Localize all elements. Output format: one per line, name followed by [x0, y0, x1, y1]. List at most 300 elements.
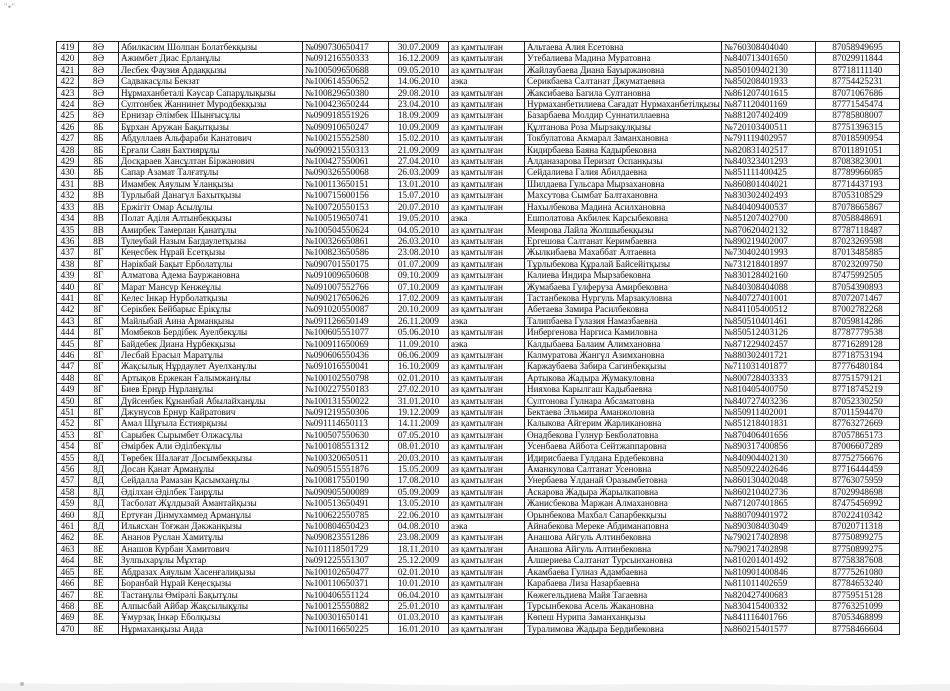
phone-cell: 87475456992 [816, 498, 900, 509]
social-status-cell: аз қамтылған [449, 441, 525, 452]
table-row [57, 464, 900, 475]
parent-iin-cell: №791119402957 [722, 133, 816, 144]
social-status-cell: аз қамтылған [449, 464, 525, 475]
social-status-cell: аз қамтылған [449, 235, 525, 246]
birth-certificate-cell: №100116650225 [303, 623, 389, 634]
phone-cell: 87023269598 [816, 235, 900, 246]
student-name-cell: Ажимбет Диас Ерланұлы [119, 53, 303, 64]
parent-iin-cell: №841105400512 [722, 304, 816, 315]
birth-date-cell: 22.06.2010 [389, 509, 449, 520]
birth-date-cell: 17.08.2010 [389, 475, 449, 486]
birth-date-cell: 20.03.2010 [389, 452, 449, 463]
table-row [57, 338, 900, 349]
parent-iin-cell: №811011402659 [722, 578, 816, 589]
table-row [57, 64, 900, 75]
birth-date-cell: 13.01.2010 [389, 178, 449, 189]
social-status-cell: аз қамтылған [449, 121, 525, 132]
student-name-cell: Зулпыхарұлы Мұхтар [119, 555, 303, 566]
birth-date-cell: 08.01.2010 [389, 441, 449, 452]
student-name-cell: Анашов Курбан Хамитович [119, 543, 303, 554]
birth-date-cell: 10.09.2009 [389, 121, 449, 132]
student-name-cell: Момбеков Бердібек Ауелбекұлы [119, 327, 303, 338]
parent-iin-cell: №851111400425 [722, 167, 816, 178]
class-cell: 8Д [79, 464, 119, 475]
class-cell: 8Г [79, 349, 119, 360]
class-cell: 8Г [79, 418, 119, 429]
student-name-cell: Нұрмаханбеталі Кәусар Сапарұлықызы [119, 87, 303, 98]
student-name-cell: Жақсылық Нұрдаулет Ауелханұлы [119, 361, 303, 372]
parent-iin-cell: №810201401492 [722, 555, 816, 566]
parent-name-cell: Тұрлыбекова Құралай Байсейітқызы [525, 258, 722, 269]
class-cell: 8Д [79, 486, 119, 497]
student-name-cell: Әмірбек Али Әділбекұлы [119, 441, 303, 452]
phone-cell: 87759515128 [816, 589, 900, 600]
parent-name-cell: Жылкибаева Махаббат Алтаевна [525, 247, 722, 258]
birth-date-cell: 20.07.2010 [389, 201, 449, 212]
table-row [57, 475, 900, 486]
class-cell: 8Б [79, 121, 119, 132]
class-cell: 8Е [79, 566, 119, 577]
birth-certificate-cell: №100817550190 [303, 475, 389, 486]
class-cell: 8Г [79, 372, 119, 383]
social-status-cell: аз қамтылған [449, 452, 525, 463]
parent-iin-cell: №850512403126 [722, 327, 816, 338]
birth-date-cell: 26.03.2009 [389, 167, 449, 178]
class-cell: 8Е [79, 578, 119, 589]
student-name-cell: Джунусов Ернур Кайратович [119, 407, 303, 418]
phone-cell: 87763075959 [816, 475, 900, 486]
parent-name-cell: Ергешова Салтанат Керимбаевна [525, 235, 722, 246]
row-number-cell: 436 [57, 235, 79, 246]
class-cell: 8В [79, 213, 119, 224]
phone-cell: 87029911844 [816, 53, 900, 64]
parent-name-cell: Абетаева Замира Расилбековна [525, 304, 722, 315]
social-status-cell: аз қамтылған [449, 372, 525, 383]
birth-certificate-cell: №100423650244 [303, 99, 389, 110]
student-name-cell: Лесбек Фаузия Ардаққызы [119, 64, 303, 75]
parent-iin-cell: №871207401865 [722, 498, 816, 509]
parent-iin-cell: №850922402646 [722, 464, 816, 475]
student-name-cell: Нұрмаханқызы Аида [119, 623, 303, 634]
phone-cell: 87754425231 [816, 76, 900, 87]
social-status-cell: аз қамтылған [449, 384, 525, 395]
birth-date-cell: 23.08.2010 [389, 247, 449, 258]
table-row [57, 304, 900, 315]
birth-date-cell: 27.04.2010 [389, 156, 449, 167]
class-cell: 8В [79, 235, 119, 246]
table-row [57, 315, 900, 326]
birth-date-cell: 31.01.2010 [389, 395, 449, 406]
table-row [57, 395, 900, 406]
row-number-cell: 446 [57, 349, 79, 360]
birth-certificate-cell: №091216550333 [303, 53, 389, 64]
student-name-cell: Султонбек Жаннинет Муродбекқызы [119, 99, 303, 110]
student-name-cell: Төребек Шалағат Досымбекқызы [119, 452, 303, 463]
scan-corner-mark: "٭" [4, 2, 15, 11]
row-number-cell: 461 [57, 521, 79, 532]
parent-name-cell: Анашова Айгуль Алтинбековна [525, 543, 722, 554]
parent-name-cell: Жаксибаева Багила Султановна [525, 87, 722, 98]
class-cell: 8Г [79, 247, 119, 258]
row-number-cell: 420 [57, 53, 79, 64]
register-rows [57, 42, 900, 635]
birth-date-cell: 14.11.2009 [389, 418, 449, 429]
parent-name-cell: Идирисбаева Гулдана Ердебековна [525, 452, 722, 463]
class-cell: 8Д [79, 475, 119, 486]
birth-date-cell: 26.03.2010 [389, 235, 449, 246]
row-number-cell: 423 [57, 87, 79, 98]
student-name-cell: Тулеубай Назым Багдаулетқызы [119, 235, 303, 246]
parent-iin-cell: №820427400683 [722, 589, 816, 600]
parent-iin-cell: №860130402048 [722, 475, 816, 486]
class-cell: 8Г [79, 327, 119, 338]
row-number-cell: 466 [57, 578, 79, 589]
table-row [57, 384, 900, 395]
birth-date-cell: 05.06.2010 [389, 327, 449, 338]
table-row [57, 87, 900, 98]
birth-date-cell: 04.05.2010 [389, 224, 449, 235]
parent-iin-cell: №840727401001 [722, 292, 816, 303]
birth-certificate-cell: №100829650380 [303, 87, 389, 98]
birth-date-cell: 07.10.2009 [389, 281, 449, 292]
student-name-cell: Абдразах Аяулым Хасенғалиқызы [119, 566, 303, 577]
student-name-cell: Бұрхан Аружан Бақытқызы [119, 121, 303, 132]
parent-name-cell: Калдыбаева Балаим Алимхановна [525, 338, 722, 349]
parent-iin-cell: №820831402517 [722, 144, 816, 155]
phone-cell: 87758387608 [816, 555, 900, 566]
phone-cell: 87771545474 [816, 99, 900, 110]
birth-certificate-cell: №090606550436 [303, 349, 389, 360]
student-name-cell: Биев Ернұр Нұрланұлы [119, 384, 303, 395]
parent-name-cell: Альтаева Алия Есетовна [525, 42, 722, 53]
birth-date-cell: 21.09.2009 [389, 144, 449, 155]
birth-date-cell: 01.07.2009 [389, 258, 449, 269]
social-status-cell: аз қамтылған [449, 64, 525, 75]
birth-certificate-cell: №090730650417 [303, 42, 389, 53]
table-row [57, 555, 900, 566]
social-status-cell: аз қамтылған [449, 201, 525, 212]
phone-cell: 87059814286 [816, 315, 900, 326]
student-name-cell: Ернизар Әлімбек Шынғысұлы [119, 110, 303, 121]
student-name-cell: Ұмурзақ Інкәр Еболқызы [119, 612, 303, 623]
student-name-cell: Боранбай Нұрай Кеңесқызы [119, 578, 303, 589]
class-cell: 8Е [79, 612, 119, 623]
social-status-cell: аз қамтылған [449, 304, 525, 315]
row-number-cell: 431 [57, 178, 79, 189]
social-status-cell: аз қамтылған [449, 395, 525, 406]
birth-date-cell: 25.01.2010 [389, 600, 449, 611]
phone-cell: 87475992505 [816, 270, 900, 281]
phone-cell: 87750899275 [816, 532, 900, 543]
table-row [57, 213, 900, 224]
birth-date-cell: 19.12.2009 [389, 407, 449, 418]
row-number-cell: 440 [57, 281, 79, 292]
social-status-cell: аз қамтылған [449, 87, 525, 98]
table-row [57, 281, 900, 292]
table-row [57, 521, 900, 532]
social-status-cell: аз қамтылған [449, 407, 525, 418]
parent-name-cell: Нияхова Карылгаш Кадыбаевна [525, 384, 722, 395]
social-status-cell: аз қамтылған [449, 190, 525, 201]
birth-certificate-cell: №100509650688 [303, 64, 389, 75]
student-name-cell: Лесбай Ерасыл Маратұлы [119, 349, 303, 360]
row-number-cell: 463 [57, 543, 79, 554]
phone-cell: 87787118487 [816, 224, 900, 235]
birth-date-cell: 20.10.2009 [389, 304, 449, 315]
class-cell: 8В [79, 224, 119, 235]
social-status-cell: аз қамтылған [449, 612, 525, 623]
birth-certificate-cell: №090905500089 [303, 486, 389, 497]
parent-iin-cell: №840713401650 [722, 53, 816, 64]
parent-iin-cell: №840409400537 [722, 201, 816, 212]
parent-iin-cell: №890317400856 [722, 441, 816, 452]
row-number-cell: 424 [57, 99, 79, 110]
phone-cell: 87714437193 [816, 178, 900, 189]
row-number-cell: 439 [57, 270, 79, 281]
phone-cell: 87053468899 [816, 612, 900, 623]
birth-certificate-cell: №100911650069 [303, 338, 389, 349]
birth-date-cell: 18.09.2009 [389, 110, 449, 121]
table-row [57, 486, 900, 497]
row-number-cell: 459 [57, 498, 79, 509]
birth-certificate-cell: №100427550061 [303, 156, 389, 167]
birth-certificate-cell: №090515551876 [303, 464, 389, 475]
parent-name-cell: Серикбаева Салтанат Джуматаевна [525, 76, 722, 87]
birth-certificate-cell: №100102650477 [303, 566, 389, 577]
parent-iin-cell: №870620402132 [722, 224, 816, 235]
parent-name-cell: Турсынбекова Асель Жакановна [525, 600, 722, 611]
social-status-cell: аз қамтылған [449, 361, 525, 372]
class-cell: 8Ә [79, 42, 119, 53]
table-row [57, 452, 900, 463]
table-row [57, 42, 900, 53]
parent-name-cell: Артыкова Жадыра Жумакуловна [525, 372, 722, 383]
row-number-cell: 441 [57, 292, 79, 303]
row-number-cell: 457 [57, 475, 79, 486]
table-row [57, 349, 900, 360]
phone-cell: 87078665867 [816, 201, 900, 212]
row-number-cell: 458 [57, 486, 79, 497]
parent-name-cell: Көжегельдиева Майя Тагаевна [525, 589, 722, 600]
parent-iin-cell: №860801404021 [722, 178, 816, 189]
birth-date-cell: 30.07.2009 [389, 42, 449, 53]
social-status-cell: аэка [449, 521, 525, 532]
row-number-cell: 438 [57, 258, 79, 269]
parent-name-cell: Нурмаханбетилиева Сағадат Нурмаханбетілқызы [525, 99, 722, 110]
parent-iin-cell: №711031401877 [722, 361, 816, 372]
row-number-cell: 444 [57, 327, 79, 338]
class-cell: 8Г [79, 270, 119, 281]
birth-certificate-cell: №090910650247 [303, 121, 389, 132]
class-cell: 8Е [79, 623, 119, 634]
table-row [57, 190, 900, 201]
birth-certificate-cell: №100804650423 [303, 521, 389, 532]
phone-cell: 87763272669 [816, 418, 900, 429]
parent-iin-cell: №850510401461 [722, 315, 816, 326]
table-row [57, 178, 900, 189]
birth-certificate-cell: №100513650491 [303, 498, 389, 509]
table-row [57, 418, 900, 429]
parent-iin-cell: №861207401615 [722, 87, 816, 98]
class-cell: 8Д [79, 521, 119, 532]
parent-name-cell: Жайлаубаева Диана Бауыржановна [525, 64, 722, 75]
class-cell: 8Г [79, 304, 119, 315]
phone-cell: 87716444459 [816, 464, 900, 475]
parent-name-cell: Махсутова Сымбат Балтахановна [525, 190, 722, 201]
student-name-cell: Полат Аділя Алтынбекқызы [119, 213, 303, 224]
phone-cell: 87775261080 [816, 566, 900, 577]
row-number-cell: 460 [57, 509, 79, 520]
parent-iin-cell: №830302402493 [722, 190, 816, 201]
class-cell: 8Б [79, 156, 119, 167]
social-status-cell: аз қамтылған [449, 543, 525, 554]
parent-iin-cell: №790217402898 [722, 543, 816, 554]
phone-cell: 87789966085 [816, 167, 900, 178]
phone-cell: 87718745219 [816, 384, 900, 395]
birth-date-cell: 23.04.2010 [389, 99, 449, 110]
table-row [57, 121, 900, 132]
table-row [57, 532, 900, 543]
parent-iin-cell: №850911402001 [722, 407, 816, 418]
row-number-cell: 427 [57, 133, 79, 144]
table-row [57, 270, 900, 281]
birth-certificate-cell: №090217650626 [303, 292, 389, 303]
class-cell: 8Е [79, 532, 119, 543]
parent-name-cell: Меирова Лайла Жолшыбекқызы [525, 224, 722, 235]
phone-cell: 87776480184 [816, 361, 900, 372]
parent-name-cell: Айнабекова Мереке Абдиманаповна [525, 521, 722, 532]
student-name-cell: Сапар Азамат Талғатұлы [119, 167, 303, 178]
table-row [57, 110, 900, 121]
parent-iin-cell: №890308403049 [722, 521, 816, 532]
birth-certificate-cell: №100215552580 [303, 133, 389, 144]
birth-date-cell: 19.05.2010 [389, 213, 449, 224]
student-name-cell: Ерғали Саян Бахтиярұлы [119, 144, 303, 155]
class-cell: 8Ә [79, 64, 119, 75]
table-row [57, 600, 900, 611]
parent-name-cell: Шилдаева Гульсара Мырзахановна [525, 178, 722, 189]
phone-cell: 87013485885 [816, 247, 900, 258]
parent-name-cell: Аскарова Жадыра Жарылкаповна [525, 486, 722, 497]
row-number-cell: 453 [57, 429, 79, 440]
parent-name-cell: Акамбаева Гулназ Адамбаевна [525, 566, 722, 577]
birth-certificate-cell: №100131550022 [303, 395, 389, 406]
parent-name-cell: Жанисбекова Маржан Алмахановна [525, 498, 722, 509]
birth-date-cell: 27.02.2010 [389, 384, 449, 395]
birth-certificate-cell: №091020550087 [303, 304, 389, 315]
birth-date-cell: 16.01.2010 [389, 623, 449, 634]
social-status-cell: аз қамтылған [449, 42, 525, 53]
parent-name-cell: Калыкова Айгерим Жарликановна [525, 418, 722, 429]
parent-name-cell: Көпеш Нурипа Заманханқызы [525, 612, 722, 623]
parent-name-cell: Унербаева Ұлданай Оразымбетовна [525, 475, 722, 486]
parent-iin-cell: №880302401721 [722, 349, 816, 360]
row-number-cell: 419 [57, 42, 79, 53]
parent-name-cell: Карабаева Лиза Назарбаевна [525, 578, 722, 589]
social-status-cell: аэка [449, 213, 525, 224]
social-status-cell: аз қамтылған [449, 281, 525, 292]
student-name-cell: Ильясхан Тоғжан Дәкжанқызы [119, 521, 303, 532]
table-row [57, 498, 900, 509]
phone-cell: 87083823001 [816, 156, 900, 167]
birth-certificate-cell: №100108551312 [303, 441, 389, 452]
table-row [57, 167, 900, 178]
student-name-cell: Келес Інкәр Нурболатқызы [119, 292, 303, 303]
row-number-cell: 468 [57, 600, 79, 611]
birth-date-cell: 01.03.2010 [389, 612, 449, 623]
social-status-cell: аз қамтылған [449, 509, 525, 520]
phone-cell: 87058848691 [816, 213, 900, 224]
parent-iin-cell: №810405400750 [722, 384, 816, 395]
student-name-cell: Досқараев Хансұлтан Біржанович [119, 156, 303, 167]
social-status-cell: аз қамтылған [449, 623, 525, 634]
social-status-cell: аз қамтылған [449, 258, 525, 269]
birth-certificate-cell: №090701550175 [303, 258, 389, 269]
row-number-cell: 455 [57, 452, 79, 463]
parent-name-cell: Кидирбаева Баяна Кадырбековна [525, 144, 722, 155]
class-cell: 8Г [79, 258, 119, 269]
student-name-cell: Абилкасим Шолпан Болатбекқызы [119, 42, 303, 53]
parent-iin-cell: №890219402007 [722, 235, 816, 246]
parent-name-cell: Талипбаева Гулазия Намазбаевна [525, 315, 722, 326]
table-row [57, 566, 900, 577]
phone-cell: 87057865173 [816, 429, 900, 440]
phone-cell: 87716289128 [816, 338, 900, 349]
row-number-cell: 456 [57, 464, 79, 475]
social-status-cell: аз қамтылған [449, 418, 525, 429]
phone-cell: 87787779538 [816, 327, 900, 338]
phone-cell: 87023209750 [816, 258, 900, 269]
birth-certificate-cell: №100605551077 [303, 327, 389, 338]
student-name-cell: Досан Қанат Арманұлы [119, 464, 303, 475]
table-row [57, 258, 900, 269]
class-cell: 8Б [79, 144, 119, 155]
class-cell: 8Е [79, 555, 119, 566]
birth-certificate-cell: №100715600156 [303, 190, 389, 201]
row-number-cell: 445 [57, 338, 79, 349]
parent-iin-cell: №840308404088 [722, 281, 816, 292]
table-row [57, 407, 900, 418]
parent-name-cell: Құлтанова Роза Мырзақұлқызы [525, 121, 722, 132]
class-cell: 8Г [79, 361, 119, 372]
birth-date-cell: 09.05.2010 [389, 64, 449, 75]
table-row [57, 612, 900, 623]
student-name-cell: Кеңесбек Нұрай Есетқызы [119, 247, 303, 258]
birth-certificate-cell: №100110650371 [303, 578, 389, 589]
birth-date-cell: 16.10.2009 [389, 361, 449, 372]
birth-date-cell: 25.12.2009 [389, 555, 449, 566]
student-name-cell: Ертуған Дінмухаммед Арманұлы [119, 509, 303, 520]
class-cell: 8Ә [79, 53, 119, 64]
row-number-cell: 470 [57, 623, 79, 634]
row-number-cell: 464 [57, 555, 79, 566]
table-row [57, 361, 900, 372]
table-row [57, 247, 900, 258]
phone-cell: 87054390893 [816, 281, 900, 292]
student-name-cell: Абдуллаев Альфараби Канатович [119, 133, 303, 144]
row-number-cell: 433 [57, 201, 79, 212]
scan-bottom-edge [0, 665, 950, 691]
class-cell: 8Г [79, 384, 119, 395]
phone-cell: 87029948698 [816, 486, 900, 497]
parent-name-cell: Туралимова Жадыра Бердибековна [525, 623, 722, 634]
table-row [57, 623, 900, 634]
birth-certificate-cell: №100125550882 [303, 600, 389, 611]
parent-iin-cell: №880709401972 [722, 509, 816, 520]
row-number-cell: 429 [57, 156, 79, 167]
birth-date-cell: 23.08.2009 [389, 532, 449, 543]
table-row [57, 235, 900, 246]
